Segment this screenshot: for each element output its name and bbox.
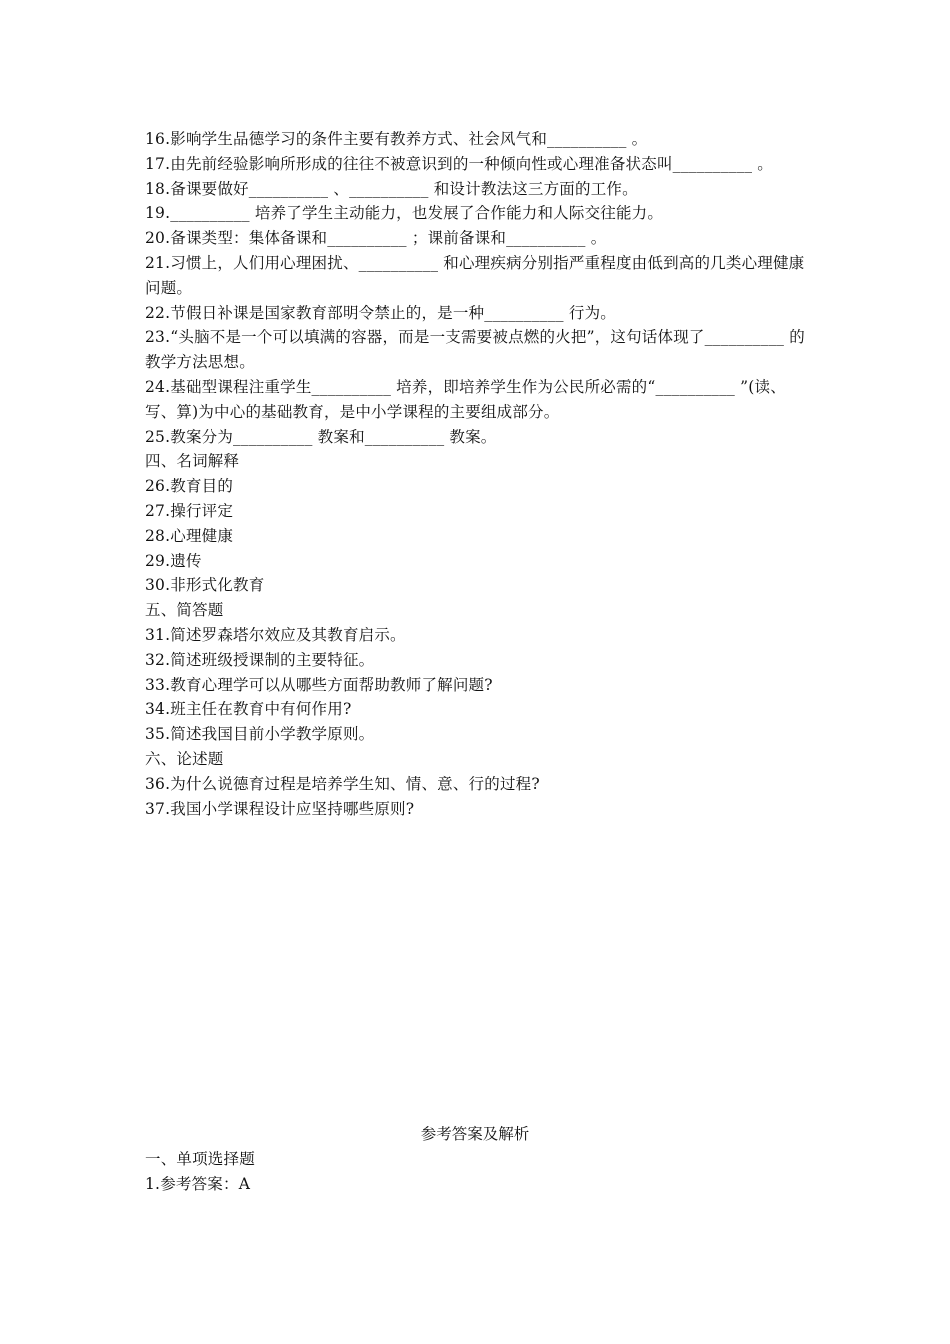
question-23: 23.“头脑不是一个可以填满的容器，而是一支需要被点燃的火把”，这句话体现了__________ 的教学方法思想。 [145, 328, 805, 372]
question-17: 17.由先前经验影响所形成的往往不被意识到的一种倾向性或心理准备状态叫__________ 。 [145, 154, 773, 173]
question-27: 27.操行评定 [145, 501, 234, 520]
question-21: 21.习惯上，人们用心理困扰、__________ 和心理疾病分别指严重程度由低到高的几类心理健康问题。 [145, 253, 805, 297]
section-heading-short-answer: 五、简答题 [145, 601, 224, 620]
question-26: 26.教育目的 [145, 477, 234, 496]
question-19: 19.__________ 培养了学生主动能力，也发展了合作能力和人际交往能力。 [145, 204, 664, 223]
question-22: 22.节假日补课是国家教育部明令禁止的，是一种__________ 行为。 [145, 303, 616, 322]
question-29: 29.遗传 [145, 551, 202, 570]
question-28: 28.心理健康 [145, 526, 234, 545]
question-34: 34.班主任在教育中有何作用? [145, 700, 352, 719]
question-37: 37.我国小学课程设计应坚持哪些原则? [145, 799, 415, 818]
question-20: 20.备课类型：集体备课和__________ ；课前备课和__________ 。 [145, 229, 607, 248]
question-16: 16.影响学生品德学习的条件主要有教养方式、社会风气和__________ 。 [145, 130, 648, 148]
section-heading-term-explanation: 四、名词解释 [145, 452, 240, 471]
question-25: 25.教案分为__________ 教案和__________ 教案。 [145, 427, 497, 446]
question-24: 24.基础型课程注重学生__________ 培养，即培养学生作为公民所必需的“__________ ”(读、写、算)为中心的基础教育，是中小学课程的主要组成部分。 [145, 377, 786, 421]
section-heading-essay: 六、论述题 [145, 749, 224, 768]
question-18: 18.备课要做好__________ 、__________ 和设计教法这三方面的工作。 [145, 179, 638, 198]
answer-1: 1.参考答案：A [145, 1174, 251, 1193]
question-33: 33.教育心理学可以从哪些方面帮助教师了解问题? [145, 675, 493, 694]
answer-list [145, 1147, 807, 1197]
question-31: 31.简述罗森塔尔效应及其教育启示。 [145, 625, 406, 644]
question-35: 35.简述我国目前小学教学原则。 [145, 725, 375, 744]
question-list [145, 127, 807, 821]
answer-section-title: 参考答案及解析 [420, 1125, 530, 1143]
question-30: 30.非形式化教育 [145, 576, 265, 595]
question-36: 36.为什么说德育过程是培养学生知、情、意、行的过程? [145, 774, 540, 793]
question-32: 32.简述班级授课制的主要特征。 [145, 650, 375, 669]
answer-section-heading: 一、单项选择题 [145, 1150, 255, 1168]
